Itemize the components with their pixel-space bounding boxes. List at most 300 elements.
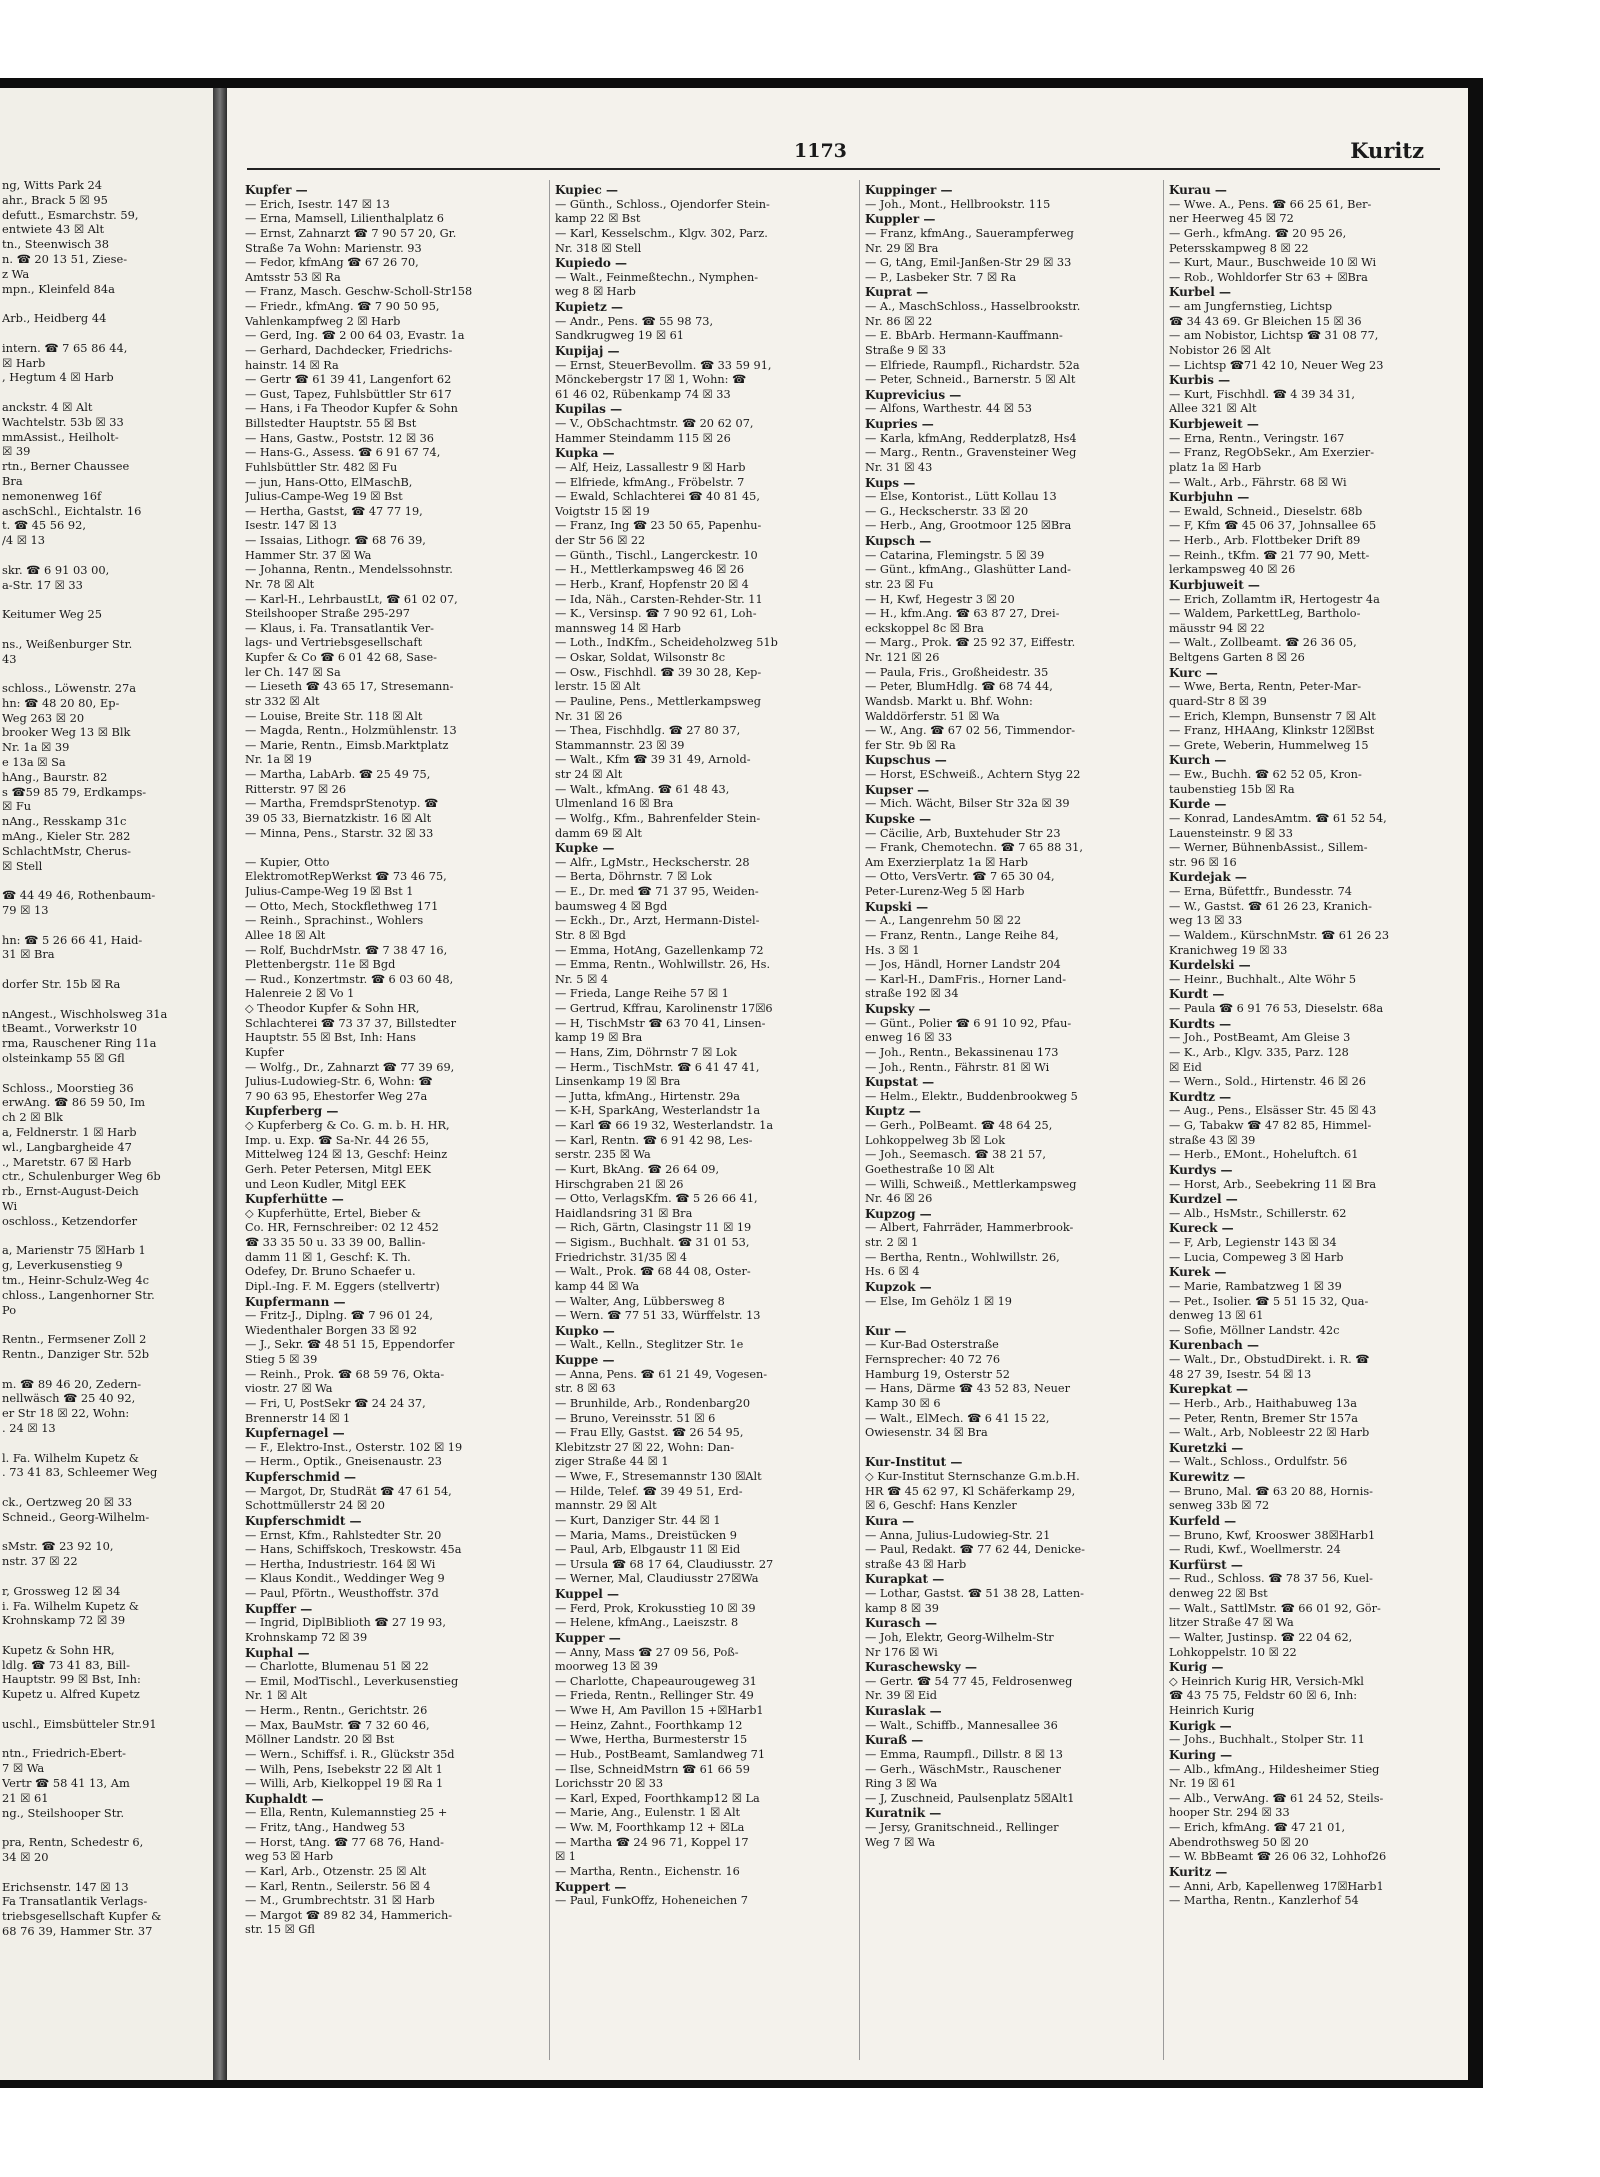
- directory-entry-line: Lohkoppelweg 3b ☒ Lok: [865, 1133, 1006, 1147]
- left-page-line: /4 ☒ 13: [2, 533, 46, 548]
- directory-entry-line: — Alb., kfmAng., Hildesheimer Stieg: [1169, 1762, 1380, 1776]
- directory-entry-line: — Joh., Rentn., Bekassinenau 173: [865, 1045, 1059, 1059]
- left-page-line: Kupetz & Sohn HR,: [2, 1642, 115, 1657]
- left-page-line: nAngest., Wischholsweg 31a: [2, 1006, 168, 1021]
- directory-entry-line: mannsweg 14 ☒ Harb: [555, 621, 681, 635]
- left-page-line: [2, 622, 210, 637]
- directory-entry-line: — Günth., Tischl., Langerckestr. 10: [555, 548, 758, 562]
- directory-entry-line: Julius-Campe-Weg 19 ☒ Bst: [245, 490, 403, 504]
- directory-entry-line: ☎ 43 75 75, Feldstr 60 ☒ 6, Inh:: [1169, 1689, 1358, 1703]
- directory-entry-line: Heinrich Kurig: [1169, 1704, 1255, 1717]
- surname-heading: Kupferberg —: [245, 1104, 339, 1119]
- surname-heading: Kurbjuhn —: [1169, 490, 1250, 505]
- directory-entry-line: Nr. 31 ☒ 26: [555, 709, 623, 723]
- left-page-line: skr. ☎ 6 91 03 00,: [2, 562, 110, 577]
- directory-entry-line: — Friedr., kfmAng. ☎ 7 90 50 95,: [245, 300, 440, 313]
- left-page-line: 68 76 39, Hammer Str. 37: [2, 1924, 153, 1939]
- directory-entry-line: 61 46 02, Rübenkamp 74 ☒ 33: [555, 387, 731, 401]
- left-page-line: [2, 873, 210, 888]
- directory-entry-line: Brennerstr 14 ☒ 1: [245, 1411, 351, 1425]
- directory-entry-line: 39 05 33, Biernatzkistr. 16 ☒ Alt: [245, 811, 432, 825]
- directory-entry-line: — Alfons, Warthestr. 44 ☒ 53: [865, 402, 1032, 416]
- surname-heading: Kurewitz —: [1169, 1470, 1246, 1484]
- directory-entry-line: Lorichsstr 20 ☒ 33: [555, 1777, 664, 1791]
- surname-heading: Kupski —: [865, 899, 929, 914]
- directory-entry-line: — Hub., PostBeamt, Samlandweg 71: [555, 1747, 766, 1761]
- directory-entry-line: Nr. 318 ☒ Stell: [555, 241, 642, 255]
- directory-entry-line: — Franz, HHAAng, Klinkstr 12☒Bst: [1169, 724, 1375, 738]
- left-page-line: Erichsenstr. 147 ☒ 13: [2, 1879, 129, 1894]
- directory-entry-line: — Werner, BühnenbAssist., Sillem-: [1169, 841, 1368, 855]
- directory-entry-line: — Joh., Mont., Hellbrookstr. 115: [865, 197, 1051, 211]
- directory-entry-line: — Margot, Dr, StudRät ☎ 47 61 54,: [245, 1484, 452, 1498]
- directory-entry-line: Str. 8 ☒ Bgd: [555, 928, 626, 942]
- directory-entry-line: Möllner Landstr. 20 ☒ Bst: [245, 1733, 395, 1747]
- directory-entry-line: — Mich. Wächt, Bilser Str 32a ☒ 39: [865, 797, 1070, 811]
- directory-entry-line: — Karl-H., DamFris., Horner Land-: [865, 972, 1067, 986]
- left-page-line: z Wa: [2, 266, 30, 281]
- directory-entry-line: — Paula ☎ 6 91 76 53, Dieselstr. 68a: [1169, 1002, 1384, 1015]
- surname-heading: Kuprevicius —: [865, 387, 962, 402]
- directory-entry-line: Co. HR, Fernschreiber: 02 12 452: [245, 1221, 439, 1235]
- directory-entry-line: — Erna, Rentn., Veringstr. 167: [1169, 431, 1345, 445]
- left-page-line: ☒ Stell: [2, 858, 43, 873]
- left-page: [0, 88, 213, 2080]
- directory-entry-line: str. 8 ☒ 63: [555, 1382, 616, 1396]
- left-page-line: aschSchl., Eichtalstr. 16: [2, 503, 142, 518]
- surname-heading: Kur —: [865, 1323, 907, 1338]
- directory-entry-line: Schottmüllerstr 24 ☒ 20: [245, 1499, 385, 1513]
- directory-entry-line: — Karl, Rentn., Seilerstr. 56 ☒ 4: [245, 1879, 431, 1893]
- left-page-line: ☒ 39: [2, 444, 31, 459]
- directory-entry-line: — Kurt, Maur., Buschweide 10 ☒ Wi: [1169, 256, 1377, 270]
- directory-entry-line: — Walt., Kfm ☎ 39 31 49, Arnold-: [555, 753, 751, 767]
- directory-entry-line: — Walt., Arb., Fährstr. 68 ☒ Wi: [1169, 475, 1347, 489]
- directory-entry-line: straße 192 ☒ 34: [865, 987, 959, 1001]
- left-page-line: [2, 1317, 210, 1332]
- surname-heading: Kupper —: [555, 1630, 621, 1645]
- directory-entry-line: — Willi, Arb, Kielkoppel 19 ☒ Ra 1: [245, 1777, 444, 1791]
- left-page-line: ch 2 ☒ Blk: [2, 1110, 63, 1125]
- directory-entry-line: — W., Ang. ☎ 67 02 56, Timmendor-: [865, 724, 1076, 738]
- directory-entry-line: — Erna, Mamsell, Lilienthalplatz 6: [245, 212, 444, 226]
- directory-entry-line: — Marie, Rambatzweg 1 ☒ 39: [1169, 1279, 1342, 1293]
- directory-entry-line: Petersskampweg 8 ☒ 22: [1169, 241, 1309, 255]
- directory-column-3: [865, 183, 1157, 1850]
- directory-entry-line: Nr. 1 ☒ Alt: [245, 1689, 308, 1703]
- surname-heading: Kurde —: [1169, 797, 1227, 812]
- directory-entry-line: Nr. 39 ☒ Eid: [865, 1689, 938, 1703]
- directory-entry-line: 48 27 39, Isestr. 54 ☒ 13: [1169, 1367, 1312, 1381]
- directory-entry-line: — Peter, BlumHdlg. ☎ 68 74 44,: [865, 680, 1053, 694]
- surname-heading: Kurdtz —: [1169, 1089, 1232, 1104]
- directory-entry-line: — Otto, VerlagsKfm. ☎ 5 26 66 41,: [555, 1192, 758, 1206]
- directory-entry-line: — Rud., Schloss. ☎ 78 37 56, Kuel-: [1169, 1572, 1373, 1586]
- directory-entry-line: — Otto, Mech, Stockflethweg 171: [245, 899, 439, 913]
- directory-entry-line: Abendrothsweg 50 ☒ 20: [1169, 1835, 1309, 1849]
- directory-entry-line: — Wwe H, Am Pavillon 15 +☒Harb1: [555, 1704, 764, 1717]
- left-page-line: erwAng. ☎ 86 59 50, Im: [2, 1095, 146, 1110]
- directory-entry-line: — Emil, ModTischl., Leverkusenstieg: [245, 1674, 459, 1688]
- directory-entry-line: — Martha, Rentn., Eichenstr. 16: [555, 1864, 740, 1878]
- directory-entry-line: straße 43 ☒ 39: [1169, 1133, 1256, 1147]
- directory-entry-line: — Hilde, Telef. ☎ 39 49 51, Erd-: [555, 1484, 743, 1498]
- left-page-line: [2, 326, 210, 341]
- directory-entry-line: — Gertr ☎ 61 39 41, Langenfort 62: [245, 373, 452, 387]
- left-page-column: [2, 178, 210, 1939]
- directory-entry-line: Steilshooper Straße 295-297: [245, 607, 410, 621]
- surname-heading: Kupferschmidt —: [245, 1513, 362, 1528]
- directory-entry-line: Isestr. 147 ☒ 13: [245, 519, 337, 533]
- directory-entry-line: — Anna, Pens. ☎ 61 21 49, Vogesen-: [555, 1367, 768, 1381]
- left-page-line: Wachtelstr. 53b ☒ 33: [2, 414, 124, 429]
- left-page-line: oschloss., Ketzendorfer: [2, 1213, 138, 1228]
- surname-heading: Kurigk —: [1169, 1718, 1232, 1733]
- directory-entry-line: — K., Versinsp. ☎ 7 90 92 61, Loh-: [555, 607, 757, 621]
- directory-entry-line: damm 69 ☒ Alt: [555, 826, 642, 840]
- surname-heading: Kupske —: [865, 811, 932, 826]
- surname-heading: Kurek —: [1169, 1265, 1227, 1280]
- left-page-line: mpn., Kleinfeld 84a: [2, 281, 115, 296]
- left-page-line: mmAssist., Heilholt-: [2, 429, 119, 444]
- directory-entry-line: serstr. 235 ☒ Wa: [555, 1148, 651, 1162]
- directory-entry-line: Vahlenkampfweg 2 ☒ Harb: [245, 314, 401, 328]
- right-page: [227, 88, 1468, 2080]
- directory-entry-line: — Issaias, Lithogr. ☎ 68 76 39,: [245, 534, 426, 547]
- directory-entry-line: — Paul, FunkOffz, Hoheneichen 7: [555, 1894, 748, 1908]
- directory-entry-line: — Ida, Näh., Carsten-Rehder-Str. 11: [555, 592, 763, 606]
- directory-entry-line: — Klaus, i. Fa. Transatlantik Ver-: [245, 621, 434, 635]
- directory-entry-line: — Herm., Rentn., Gerichtstr. 26: [245, 1704, 428, 1717]
- directory-entry-line: — Reinh., Sprachinst., Wohlers: [245, 914, 424, 928]
- left-page-line: Schloss., Moorstieg 36: [2, 1080, 134, 1095]
- left-page-line: [2, 548, 210, 563]
- left-page-line: Fa Transatlantik Verlags-: [2, 1894, 148, 1909]
- directory-entry-line: — Wilh, Pens, Isebekstr 22 ☒ Alt 1: [245, 1762, 443, 1776]
- directory-entry-line: — Jos, Händl, Horner Landstr 204: [865, 958, 1061, 972]
- directory-entry-line: Dipl.-Ing. F. M. Eggers (stellvertr): [245, 1279, 440, 1293]
- directory-entry-line: — Peter, Rentn, Bremer Str 157a: [1169, 1411, 1359, 1425]
- book-gutter: [213, 88, 227, 2080]
- left-page-line: [2, 1066, 210, 1081]
- directory-entry-line: Nr. 31 ☒ 43: [865, 460, 933, 474]
- directory-entry-line: — Fri, U, PostSekr ☎ 24 24 37,: [245, 1396, 426, 1410]
- directory-entry-line: kamp 8 ☒ 39: [865, 1601, 939, 1615]
- left-page-line: [2, 962, 210, 977]
- directory-entry-line: — Charlotte, Chapeaurougeweg 31: [555, 1674, 757, 1688]
- directory-entry-line: Hammer Str. 37 ☒ Wa: [245, 548, 372, 562]
- left-page-line: [2, 1436, 210, 1451]
- surname-heading: Kupilas —: [555, 402, 623, 417]
- left-page-line: 79 ☒ 13: [2, 903, 49, 918]
- directory-entry-line: Gerh. Peter Petersen, Mitgl EEK: [245, 1162, 431, 1176]
- directory-entry-line: kamp 44 ☒ Wa: [555, 1279, 640, 1293]
- directory-entry-line: Odefey, Dr. Bruno Schaefer u.: [245, 1265, 416, 1279]
- directory-entry-line: Mittelweg 124 ☒ 13, Geschf: Heinz: [245, 1148, 448, 1162]
- left-page-line: n. ☎ 20 13 51, Ziese-: [2, 251, 128, 266]
- left-page-line: m. ☎ 89 46 20, Zedern-: [2, 1376, 142, 1391]
- surname-heading: Kupstat —: [865, 1075, 935, 1090]
- directory-entry-line: Amtsstr 53 ☒ Ra: [245, 270, 341, 284]
- surname-heading: Kupsky —: [865, 1002, 931, 1016]
- directory-entry-line: — Paul, Arb, Elbgaustr 11 ☒ Eid: [555, 1543, 741, 1557]
- directory-entry-line: — Waldem., KürschnMstr. ☎ 61 26 23: [1169, 928, 1390, 942]
- directory-entry-line: — Marie, Rentn., Eimsb.Marktplatz: [245, 738, 449, 752]
- left-page-line: dorfer Str. 15b ☒ Ra: [2, 977, 121, 992]
- directory-entry-line: — W. BbBeamt ☎ 26 06 32, Lohhof26: [1169, 1850, 1387, 1864]
- directory-entry-line: — Franz, Ing ☎ 23 50 65, Papenhu-: [555, 519, 762, 533]
- directory-entry-line: Hirschgraben 21 ☒ 26: [555, 1177, 684, 1191]
- directory-entry-line: Kamp 30 ☒ 6: [865, 1396, 941, 1410]
- directory-entry-line: — Pauline, Pens., Mettlerkampsweg: [555, 694, 761, 708]
- surname-heading: Kuppinger —: [865, 183, 953, 197]
- surname-heading: Kupijaj —: [555, 343, 620, 358]
- left-page-line: Vertr ☎ 58 41 13, Am: [2, 1776, 130, 1791]
- directory-entry-line: ler Ch. 147 ☒ Sa: [245, 665, 341, 679]
- directory-entry-line: — Waldem, ParkettLeg, Bartholo-: [1169, 607, 1361, 621]
- left-page-line: intern. ☎ 7 65 86 44,: [2, 340, 128, 355]
- surname-heading: Kurdelski —: [1169, 958, 1251, 973]
- directory-entry-line: — Erna, Büfettfr., Bundesstr. 74: [1169, 885, 1352, 898]
- directory-entry-line: — Brunhilde, Arb., Rondenbarg20: [555, 1396, 751, 1410]
- directory-entry-line: — Herm., TischMstr. ☎ 6 41 47 41,: [555, 1060, 760, 1074]
- directory-entry-line: weg 13 ☒ 33: [1169, 914, 1243, 928]
- directory-entry-line: ◇ Kur-Institut Sternschanze G.m.b.H.: [865, 1470, 1080, 1483]
- left-page-line: rb., Ernst-August-Deich: [2, 1184, 139, 1199]
- directory-entry-line: Straße 7a Wohn: Marienstr. 93: [245, 241, 422, 255]
- directory-entry-line: mannstr. 29 ☒ Alt: [555, 1499, 657, 1513]
- directory-entry-line: Straße 9 ☒ 33: [865, 343, 947, 357]
- left-page-line: g, Leverkusenstieg 9: [2, 1258, 123, 1273]
- left-page-line: pra, Rentn, Schedestr 6,: [2, 1835, 144, 1850]
- directory-entry-line: — Rich, Gärtn, Clasingstr 11 ☒ 19: [555, 1221, 752, 1235]
- directory-entry-line: — Günt., kfmAng., Glashütter Land-: [865, 563, 1071, 577]
- directory-entry-line: — Walt., ElMech. ☎ 6 41 15 22,: [865, 1411, 1050, 1425]
- directory-entry-line: — Walt., Arb, Nobleestr 22 ☒ Harb: [1169, 1426, 1370, 1440]
- directory-entry-line: Weg 7 ☒ Wa: [865, 1835, 936, 1849]
- directory-entry-line: — Elfriede, kfmAng., Fröbelstr. 7: [555, 475, 745, 489]
- directory-entry-line: [865, 1309, 1157, 1324]
- directory-entry-line: — Fritz-J., Diplng. ☎ 7 96 01 24,: [245, 1309, 434, 1323]
- left-page-line: defutt., Esmarchstr. 59,: [2, 207, 139, 222]
- directory-entry-line: — Walt., Schiffb., Mannesallee 36: [865, 1718, 1058, 1732]
- directory-entry-line: — Andr., Pens. ☎ 55 98 73,: [555, 314, 714, 328]
- directory-entry-line: Nr. 1a ☒ 19: [245, 753, 312, 767]
- left-page-line: i. Fa. Wilhelm Kupetz &: [2, 1598, 139, 1613]
- directory-entry-line: — Heinz, Zahnt., Foorthkamp 12: [555, 1718, 743, 1732]
- directory-entry-line: — Hertha, Industriestr. 164 ☒ Wi: [245, 1557, 436, 1571]
- left-page-line: Weg 263 ☒ 20: [2, 710, 85, 725]
- surname-heading: Kupferhütte —: [245, 1192, 344, 1207]
- directory-entry-line: Lauensteinstr. 9 ☒ 33: [1169, 826, 1293, 840]
- left-page-line: ns., Weißenburger Str.: [2, 636, 133, 651]
- directory-entry-line: — Gertr. ☎ 54 77 45, Feldrosenweg: [865, 1674, 1073, 1688]
- directory-entry-line: — Kurt, Danziger Str. 44 ☒ 1: [555, 1513, 721, 1527]
- directory-entry-line: Linsenkamp 19 ☒ Bra: [555, 1075, 681, 1089]
- directory-entry-line: Nr. 86 ☒ 22: [865, 314, 933, 328]
- directory-entry-line: — Bruno, Kwf, Krooswег 38☒Harb1: [1169, 1528, 1376, 1542]
- left-page-line: [2, 666, 210, 681]
- directory-entry-line: Ring 3 ☒ Wa: [865, 1777, 938, 1791]
- directory-entry-line: — Ernst, Kfm., Rahlstedter Str. 20: [245, 1528, 442, 1542]
- surname-heading: Kuretzki —: [1169, 1440, 1244, 1455]
- directory-column-1: [245, 183, 543, 1938]
- directory-entry-line: HR ☎ 45 62 97, Kl Schäferkamp 29,: [865, 1484, 1076, 1498]
- page-number: 1173: [794, 140, 847, 162]
- left-page-line: nAng., Resskamp 31c: [2, 814, 127, 829]
- directory-entry-line: [245, 841, 543, 856]
- left-page-line: . 73 41 83, Schleemer Weg: [2, 1465, 158, 1480]
- left-page-line: ☒ Fu: [2, 799, 32, 814]
- directory-entry-line: der Str 56 ☒ 22: [555, 534, 646, 547]
- column-divider: [859, 180, 860, 2060]
- surname-heading: Kupzog —: [865, 1206, 932, 1221]
- directory-entry-line: — Walt., Dr., ObstudDirekt. i. R. ☎: [1169, 1353, 1370, 1366]
- left-page-line: tm., Heinr-Schulz-Weg 4c: [2, 1272, 149, 1287]
- directory-entry-line: Nr 176 ☒ Wi: [865, 1645, 938, 1659]
- surname-heading: Kurbjeweit —: [1169, 417, 1259, 431]
- directory-entry-line: — Lothar, Gastst. ☎ 51 38 28, Latten-: [865, 1587, 1084, 1600]
- left-page-line: e 13a ☒ Sa: [2, 755, 66, 770]
- left-page-line: Kupetz u. Alfred Kupetz: [2, 1687, 140, 1702]
- directory-entry-line: — Hans-G., Assess. ☎ 6 91 67 74,: [245, 446, 441, 460]
- surname-heading: Kur-Institut —: [865, 1455, 963, 1470]
- left-page-line: [2, 1525, 210, 1540]
- left-page-line: [2, 592, 210, 607]
- directory-entry-line: — Gerh., WäschMstr., Rauschener: [865, 1762, 1061, 1776]
- directory-entry-line: — Rud., Konzertmstr. ☎ 6 03 60 48,: [245, 972, 454, 986]
- directory-entry-line: — P., Lasbeker Str. 7 ☒ Ra: [865, 270, 1017, 284]
- left-page-line: ☒ Harb: [2, 355, 46, 370]
- directory-entry-line: Wiedenthaler Borgen 33 ☒ 92: [245, 1323, 418, 1337]
- left-page-line: ctr., Schulenburger Weg 6b: [2, 1169, 161, 1184]
- left-page-line: rma, Rauschener Ring 11a: [2, 1036, 157, 1051]
- directory-entry-line: — Helene, kfmAng., Laeiszstr. 8: [555, 1616, 739, 1630]
- directory-entry-line: — Grete, Weberin, Hummelweg 15: [1169, 738, 1369, 752]
- left-page-line: [2, 385, 210, 400]
- directory-entry-line: — Berta, Döhrnstr. 7 ☒ Lok: [555, 870, 712, 884]
- surname-heading: Kups —: [865, 475, 916, 490]
- directory-entry-line: hooper Str. 294 ☒ 33: [1169, 1806, 1290, 1820]
- directory-entry-line: Imp. u. Exp. ☎ Sa-Nr. 44 26 55,: [245, 1133, 430, 1147]
- directory-entry-line: — Alfr., LgMstr., Heckscherstr. 28: [555, 855, 750, 869]
- directory-entry-line: weg 53 ☒ Harb: [245, 1850, 334, 1864]
- surname-heading: Kurfeld —: [1169, 1513, 1237, 1528]
- directory-entry-line: — Elfriede, Raumpfl., Richardstr. 52a: [865, 358, 1080, 372]
- left-page-line: ☎ 44 49 46, Rothenbaum-: [2, 888, 156, 903]
- directory-entry-line: — Herb., Ang, Grootmoor 125 ☒Bra: [865, 519, 1072, 533]
- left-page-line: [2, 1820, 210, 1835]
- directory-entry-line: fer Str. 9b ☒ Ra: [865, 738, 956, 752]
- left-page-line: l. Fa. Wilhelm Kupetz &: [2, 1450, 139, 1465]
- surname-heading: Kurbis —: [1169, 373, 1231, 388]
- directory-entry-line: — am Jungfernstieg, Lichtsp: [1169, 300, 1333, 313]
- directory-entry-line: — Emma, Raumpfl., Dillstr. 8 ☒ 13: [865, 1747, 1063, 1761]
- directory-entry-line: — Horst, tAng. ☎ 77 68 76, Hand-: [245, 1835, 444, 1849]
- surname-heading: Kupfernagel —: [245, 1426, 345, 1441]
- directory-entry-line: kamp 22 ☒ Bst: [555, 212, 641, 226]
- directory-entry-line: — Frau Elly, Gastst. ☎ 26 54 95,: [555, 1426, 744, 1440]
- directory-entry-line: — Martha ☎ 24 96 71, Koppel 17: [555, 1835, 749, 1849]
- directory-entry-line: moorweg 13 ☒ 39: [555, 1660, 658, 1674]
- directory-entry-line: — Loth., IndKfm., Scheideholzweg 51b: [555, 636, 778, 650]
- directory-entry-line: — F, Arb, Legienstr 143 ☒ 34: [1169, 1236, 1337, 1249]
- directory-entry-line: — E., Dr. med ☎ 71 37 95, Weiden-: [555, 885, 759, 898]
- directory-entry-line: Wandsb. Markt u. Bhf. Wohn:: [865, 694, 1033, 708]
- left-page-line: er Str 18 ☒ 22, Wohn:: [2, 1406, 130, 1421]
- surname-heading: Kurbel —: [1169, 285, 1231, 300]
- left-page-line: [2, 296, 210, 311]
- directory-entry-line: — Walt., kfmAng. ☎ 61 48 43,: [555, 782, 730, 796]
- left-page-line: [2, 1628, 210, 1643]
- left-page-line: Nr. 1a ☒ 39: [2, 740, 70, 755]
- directory-entry-line: — Konrad, LandesAmtm. ☎ 61 52 54,: [1169, 811, 1387, 825]
- directory-entry-line: — Ernst, Zahnarzt ☎ 7 90 57 20, Gr.: [245, 226, 457, 240]
- left-page-line: 7 ☒ Wa: [2, 1761, 45, 1776]
- left-page-line: [2, 992, 210, 1007]
- directory-entry-line: Voigtstr 15 ☒ 19: [555, 504, 650, 518]
- directory-entry-line: — Anni, Arb, Kapellenweg 17☒Harb1: [1169, 1879, 1384, 1893]
- left-page-line: Bra: [2, 473, 23, 488]
- left-page-line: triebsgesellschaft Kupfer &: [2, 1909, 162, 1924]
- directory-entry-line: str. 96 ☒ 16: [1169, 855, 1237, 869]
- left-page-line: schloss., Löwenstr. 27a: [2, 681, 137, 696]
- directory-entry-line: — V., ObSchachtmstr. ☎ 20 62 07,: [555, 417, 754, 430]
- surname-heading: Kupke —: [555, 841, 615, 856]
- directory-entry-line: — Hans, i Fa Theodor Kupfer & Sohn: [245, 402, 458, 416]
- directory-entry-line: — Helm., Elektr., Buddenbrookweg 5: [865, 1089, 1078, 1103]
- directory-entry-line: ☒ Eid: [1169, 1060, 1202, 1074]
- directory-entry-line: Hamburg 19, Osterstr 52: [865, 1367, 1010, 1381]
- directory-entry-line: — Alb., VerwAng. ☎ 61 24 52, Steils-: [1169, 1791, 1384, 1805]
- directory-entry-line: — Franz, kfmAng., Sauerampferweg: [865, 226, 1074, 240]
- directory-entry-line: Julius-Ludowieg-Str. 6, Wohn: ☎: [245, 1075, 433, 1089]
- directory-entry-line: — Alf, Heiz, Lassallestr 9 ☒ Harb: [555, 460, 746, 474]
- directory-entry-line: — Aug., Pens., Elsässer Str. 45 ☒ 43: [1169, 1104, 1377, 1118]
- directory-entry-line: Nr. 5 ☒ 4: [555, 972, 608, 986]
- directory-entry-line: — Charlotte, Blumenau 51 ☒ 22: [245, 1660, 429, 1674]
- directory-entry-line: — Thea, Fischhdlg. ☎ 27 80 37,: [555, 724, 741, 738]
- directory-entry-line: — Otto, VersVertr. ☎ 7 65 30 04,: [865, 870, 1055, 884]
- directory-entry-line: Nr. 78 ☒ Alt: [245, 577, 315, 591]
- directory-entry-line: — Erich, Isestr. 147 ☒ 13: [245, 197, 390, 211]
- directory-column-2: [555, 183, 853, 1909]
- running-head: Kuritz: [1350, 138, 1424, 163]
- directory-entry-line: ◇ Kupferberg & Co. G. m. b. H. HR,: [245, 1119, 450, 1132]
- directory-entry-line: Nr. 46 ☒ 26: [865, 1192, 933, 1206]
- directory-entry-line: Schlachterei ☎ 73 37 37, Billstedter: [245, 1016, 456, 1030]
- directory-entry-line: — Peter, Schneid., Barnerstr. 5 ☒ Alt: [865, 373, 1076, 387]
- directory-entry-line: — Reinh., Prok. ☎ 68 59 76, Okta-: [245, 1367, 445, 1381]
- left-page-line: [2, 1480, 210, 1495]
- left-page-line: ng., Steilshooper Str.: [2, 1805, 125, 1820]
- directory-entry-line: — Rolf, BuchdrMstr. ☎ 7 38 47 16,: [245, 943, 448, 957]
- directory-entry-line: — Franz, Rentn., Lange Reihe 84,: [865, 928, 1059, 942]
- directory-entry-line: — Anna, Julius-Ludowieg-Str. 21: [865, 1528, 1051, 1542]
- left-page-line: a, Marienstr 75 ☒Harb 1: [2, 1243, 146, 1258]
- directory-entry-line: taubenstieg 15b ☒ Ra: [1169, 782, 1295, 796]
- directory-entry-line: — jun, Hans-Otto, ElMaschB,: [245, 475, 413, 489]
- left-page-line: Arb., Heidberg 44: [2, 311, 107, 326]
- directory-entry-line: — Ewald, Schneid., Dieselstr. 68b: [1169, 504, 1363, 518]
- surname-heading: Kupfer —: [245, 183, 308, 197]
- directory-entry-line: — Karl, Kesselschm., Klgv. 302, Parz.: [555, 226, 768, 240]
- left-page-line: a-Str. 17 ☒ 33: [2, 577, 83, 592]
- left-page-line: Schneid., Georg-Wilhelm-: [2, 1509, 150, 1524]
- directory-entry-line: — Minna, Pens., Starstr. 32 ☒ 33: [245, 826, 434, 840]
- directory-entry-line: — Ilse, SchneidMstrn ☎ 61 66 59: [555, 1762, 750, 1776]
- directory-entry-line: — Reinh., tKfm. ☎ 21 77 90, Mett-: [1169, 548, 1370, 562]
